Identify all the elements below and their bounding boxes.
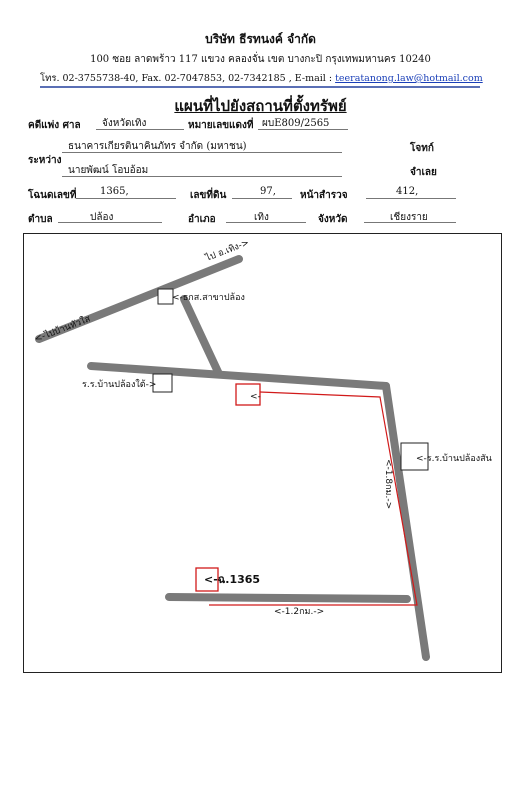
deed-underline: [76, 198, 176, 199]
road-lower-horizontal: [169, 597, 407, 599]
court-underline: [96, 129, 184, 130]
subdistrict-label: ตำบล: [28, 214, 53, 225]
between-label: ระหว่าง: [28, 155, 62, 166]
deed-label: โฉนดเลขที่: [28, 190, 77, 201]
plaintiff-value: ธนาคารเกียรตินาคินภัทร จำกัด (มหาชน): [68, 141, 247, 152]
road-connector: [184, 299, 219, 374]
plaintiff-role: โจทก์: [410, 143, 434, 154]
map-drawing: [24, 234, 501, 672]
road-main-vertical: [386, 386, 426, 657]
company-contact: [40, 71, 483, 86]
province-value: เชียงราย: [390, 212, 428, 223]
label-to-ban-ho-sai: <-ไปบ้านหัวใส: [33, 314, 92, 345]
label-to-thoeng: ไป อ.เทิง->: [204, 238, 251, 264]
label-plot: <-ฉ.1365: [204, 573, 261, 586]
company-address: 100 ซอย ลาดพร้าว 117 แขวง คลองจั่น เขต บางกะปิ กรุงเทพมหานคร 10240: [90, 54, 431, 65]
defendant-role: จำเลย: [410, 167, 437, 178]
email-link[interactable]: teeratanong.law@hotmail.com: [335, 73, 483, 84]
province-underline: [364, 222, 456, 223]
company-name: บริษัท ธีรทนงค์ จำกัด: [205, 32, 316, 46]
district-underline: [226, 222, 306, 223]
survey-underline: [366, 198, 456, 199]
province-label: จังหวัด: [318, 214, 348, 225]
road-network: [39, 259, 426, 657]
location-map: [23, 233, 502, 673]
case-label: คดีแพ่ง ศาล: [28, 120, 81, 131]
bank-marker: [158, 289, 173, 304]
survey-label: หน้าสำรวจ: [300, 190, 348, 201]
defendant-underline: [62, 176, 342, 177]
defendant-value: นายพัฒน์ โอบอ้อม: [68, 165, 149, 176]
label-property-arrow: <-: [250, 392, 261, 402]
plaintiff-underline: [62, 152, 342, 153]
deed-no-value: 1365,: [100, 186, 129, 197]
black-no-label: หมายเลขแดงที่: [188, 120, 254, 131]
label-school-ban-plong-tai: ร.ร.บ้านปล้องใต้->: [82, 380, 157, 390]
document-title: แผนที่ไปยังสถานที่ตั้งทรัพย์: [174, 97, 347, 115]
label-distance-horizontal: <-1.2กม.->: [274, 607, 325, 617]
black-no-underline: [258, 129, 348, 130]
land-no-value: 97,: [260, 186, 276, 197]
label-school-ban-plong-san: <-ร.ร.บ้านปล้องสัน: [416, 454, 492, 464]
survey-no-value: 412,: [396, 186, 419, 197]
land-no-label: เลขที่ดิน: [190, 190, 227, 201]
contact-phone-fax: โทร. 02-3755738-40, Fax. 02-7047853, 02-7342185 , E-mail :: [40, 73, 336, 84]
land-no-underline: [232, 198, 292, 199]
label-bank-branch: <-ธกส.สาขาปล้อง: [172, 293, 245, 303]
district-value: เทิง: [254, 212, 269, 223]
subdistrict-value: ปล้อง: [90, 212, 114, 223]
black-no-value: ผบE809/2565: [262, 118, 330, 129]
district-label: อำเภอ: [188, 214, 216, 225]
court-value: จังหวัดเทิง: [102, 118, 147, 129]
label-distance-vertical: <-1.8กม.->: [383, 459, 393, 510]
header-divider: [40, 86, 480, 88]
subdistrict-underline: [58, 222, 162, 223]
